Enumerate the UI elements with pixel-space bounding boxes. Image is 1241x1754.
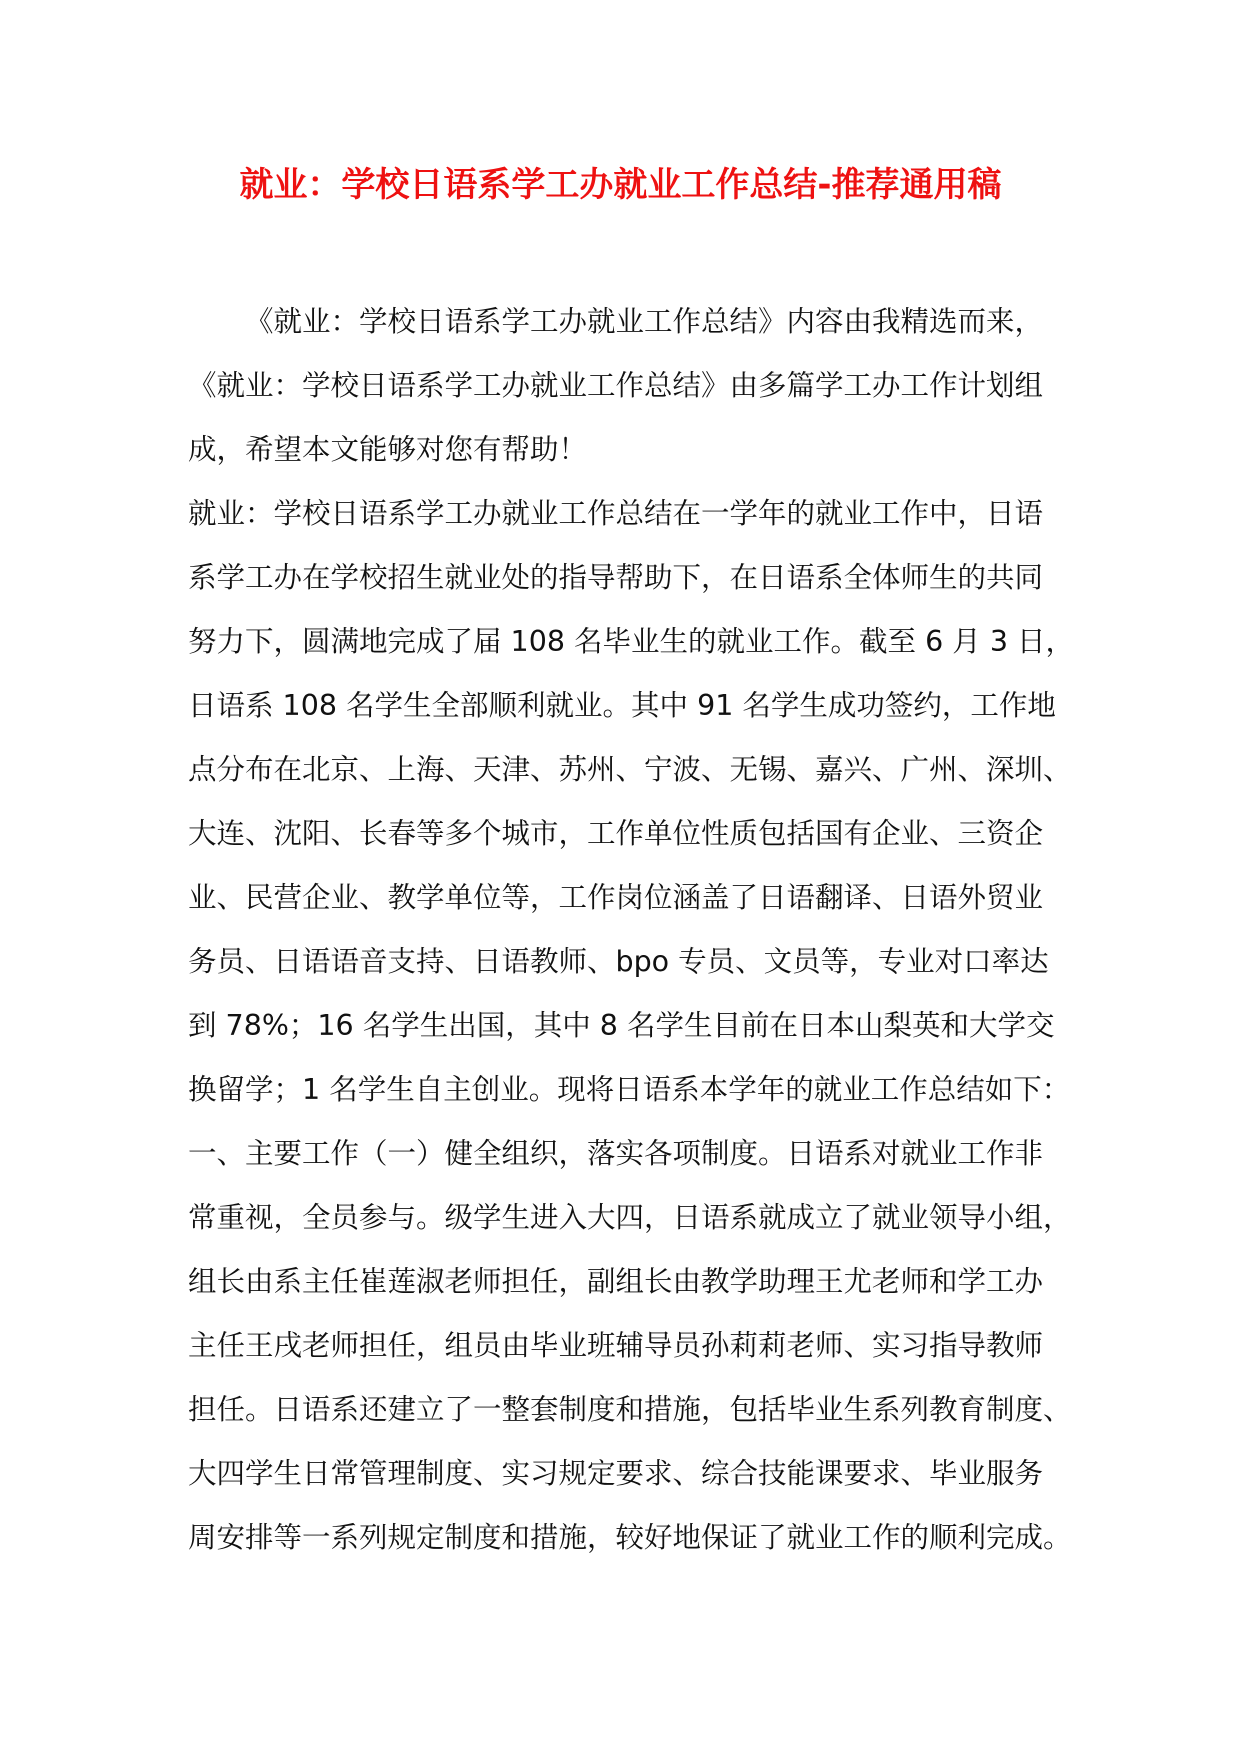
body-line: 大四学生日常管理制度、实习规定要求、综合技能课要求、毕业服务 (188, 1457, 1044, 1490)
body-line: 日语系 108 名学生全部顺利就业。其中 91 名学生成功签约，工作地 (188, 689, 1056, 722)
body-line: 《就业：学校日语系学工办就业工作总结》内容由我精选而来， (245, 305, 1044, 338)
body-line: 业、民营企业、教学单位等，工作岗位涵盖了日语翻译、日语外贸业 (188, 881, 1044, 914)
document-title: 就业：学校日语系学工办就业工作总结-推荐通用稿 (239, 165, 1002, 205)
body-line: 到 78%；16 名学生出国，其中 8 名学生目前在日本山梨英和大学交 (188, 1009, 1055, 1042)
body-line: 就业：学校日语系学工办就业工作总结在一学年的就业工作中，日语 (188, 497, 1044, 530)
body-line: 组长由系主任崔莲淑老师担任，副组长由教学助理王尤老师和学工办 (188, 1265, 1044, 1298)
body-line: 周安排等一系列规定制度和措施，较好地保证了就业工作的顺利完成。 (188, 1521, 1072, 1554)
body-line: 主任王戌老师担任，组员由毕业班辅导员孙莉莉老师、实习指导教师 (188, 1329, 1044, 1362)
body-line: 换留学；1 名学生自主创业。现将日语系本学年的就业工作总结如下： (188, 1073, 1071, 1106)
body-line: 大连、沈阳、长春等多个城市，工作单位性质包括国有企业、三资企 (188, 817, 1044, 850)
body-line: 《就业：学校日语系学工办就业工作总结》由多篇学工办工作计划组 (188, 369, 1044, 402)
body-line: 常重视，全员参与。级学生进入大四，日语系就成立了就业领导小组， (188, 1201, 1072, 1234)
body-line: 努力下，圆满地完成了届 108 名毕业生的就业工作。截至 6 月 3 日， (188, 625, 1075, 658)
document-body (188, 290, 1075, 1570)
body-line: 务员、日语语音支持、日语教师、bpo 专员、文员等，专业对口率达 (188, 945, 1049, 978)
body-line: 一、主要工作（一）健全组织，落实各项制度。日语系对就业工作非 (188, 1137, 1044, 1170)
body-line: 点分布在北京、上海、天津、苏州、宁波、无锡、嘉兴、广州、深圳、 (188, 753, 1072, 786)
body-line: 担任。日语系还建立了一整套制度和措施，包括毕业生系列教育制度、 (188, 1393, 1072, 1426)
body-line: 成，希望本文能够对您有帮助！ (188, 433, 588, 466)
body-line: 系学工办在学校招生就业处的指导帮助下，在日语系全体师生的共同 (188, 561, 1044, 594)
